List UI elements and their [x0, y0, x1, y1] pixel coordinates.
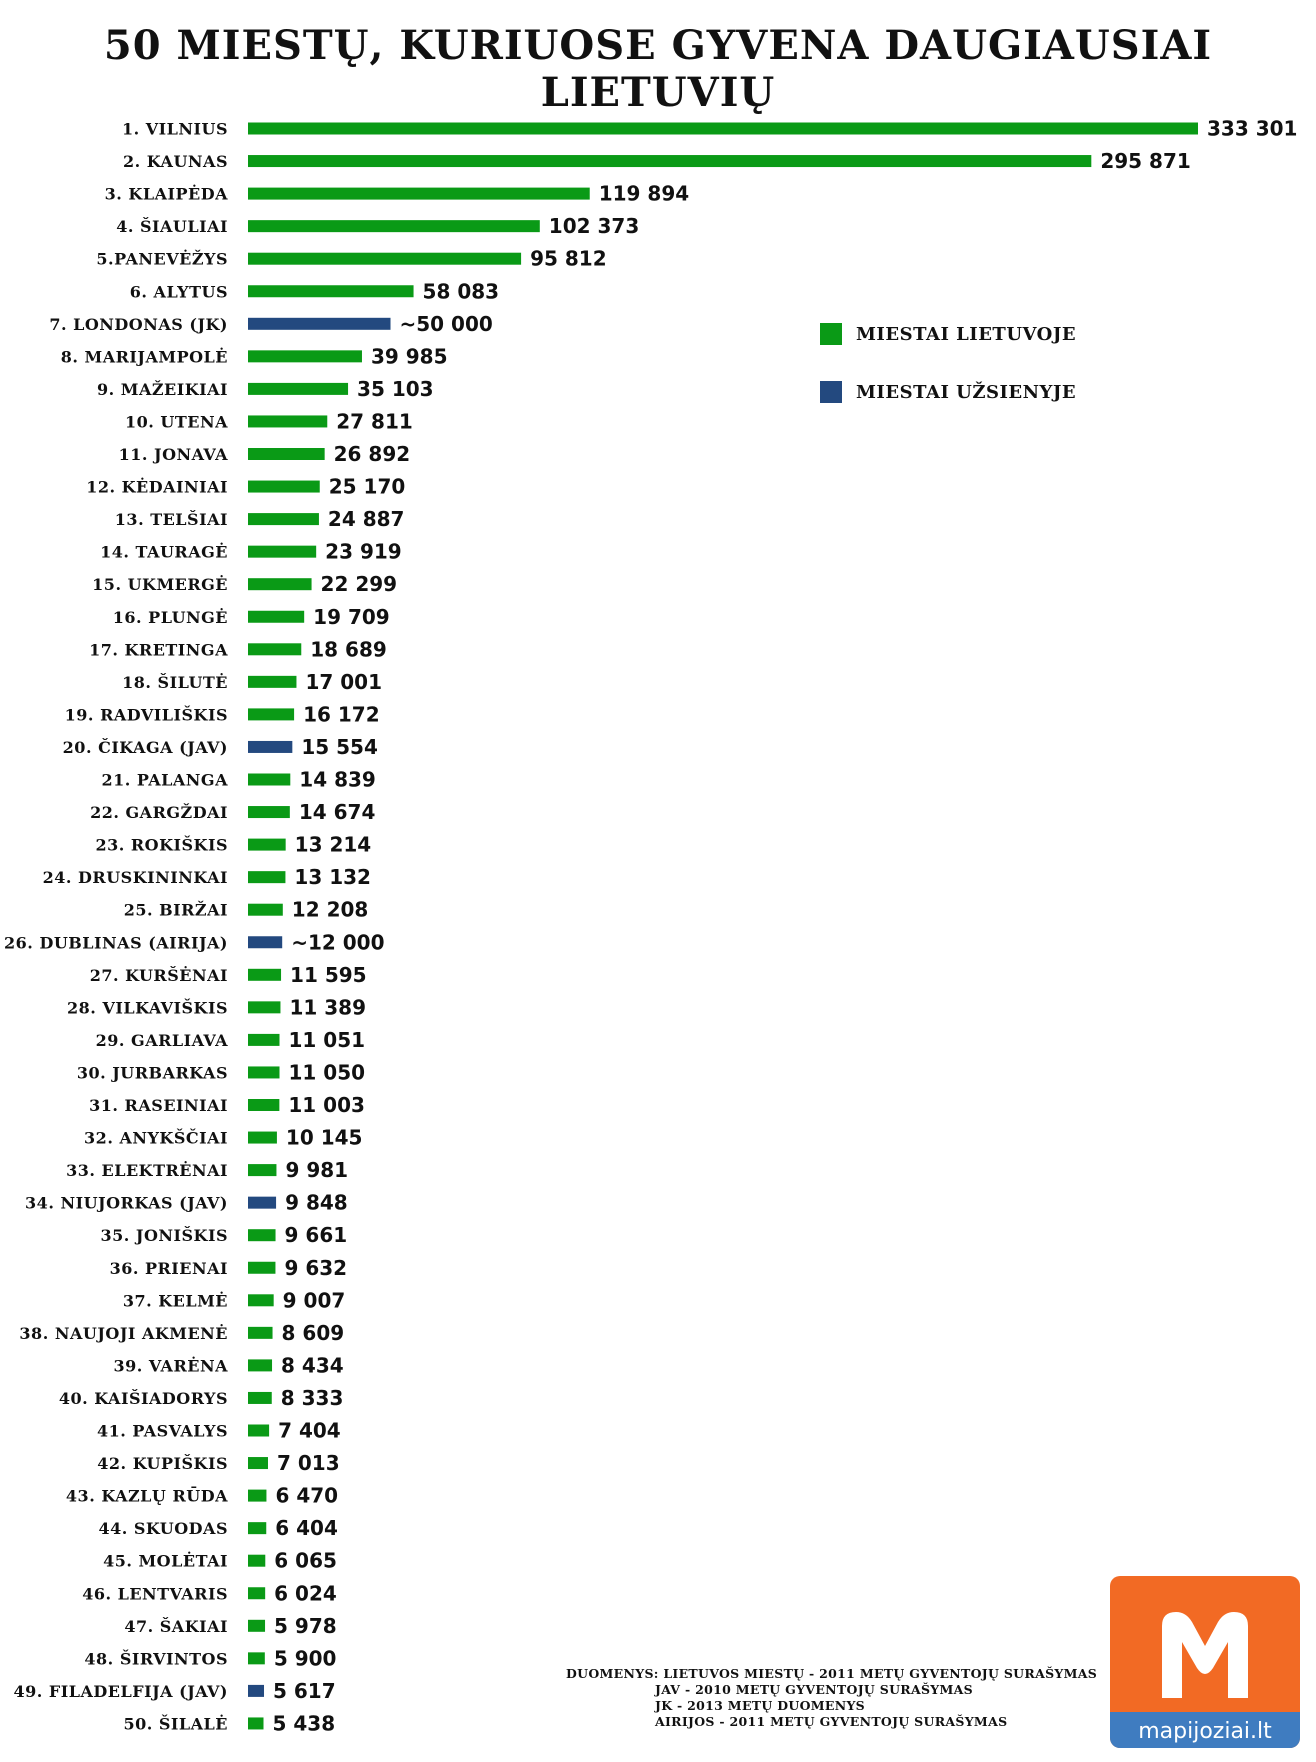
mapijoziai-logo[interactable] — [1110, 1576, 1300, 1748]
bar — [248, 188, 590, 200]
bar — [248, 285, 414, 297]
value-label: 6 065 — [274, 1548, 337, 1573]
bar — [248, 708, 294, 720]
category-label: 48. ŠIRVINTOS — [84, 1649, 228, 1669]
value-label: 17 001 — [305, 669, 383, 694]
category-label: 17. KRETINGA — [89, 640, 228, 660]
bar — [248, 676, 296, 688]
bar — [248, 155, 1091, 167]
value-label: 8 609 — [281, 1320, 345, 1345]
category-label: 7. LONDONAS (JK) — [49, 314, 228, 334]
source-line: JAV - 2010 METŲ GYVENTOJŲ SURAŠYMAS — [655, 1682, 973, 1697]
value-label: 15 554 — [301, 734, 378, 759]
bar — [248, 1620, 265, 1632]
category-label: 22. GARGŽDAI — [90, 803, 228, 823]
category-label: 36. PRIENAI — [109, 1258, 228, 1278]
bar — [248, 1522, 266, 1534]
value-label: 295 871 — [1100, 149, 1191, 174]
bar — [248, 1066, 279, 1078]
category-label: 43. KAZLŲ RŪDA — [65, 1486, 228, 1506]
category-label: 33. ELEKTRĖNAI — [66, 1161, 228, 1181]
category-label: 12. KĖDAINIAI — [86, 477, 228, 497]
value-label: 25 170 — [328, 474, 406, 499]
value-label: 95 812 — [530, 246, 607, 271]
value-label: 13 132 — [294, 865, 371, 890]
value-label: 11 050 — [288, 1060, 366, 1085]
bar — [248, 1034, 279, 1046]
category-label: 46. LENTVARIS — [82, 1584, 228, 1604]
bar — [248, 1164, 276, 1176]
value-label: 11 003 — [288, 1093, 365, 1117]
bar — [248, 1132, 277, 1144]
bar — [248, 1717, 263, 1729]
bar — [248, 448, 325, 460]
legend-swatch-lithuania — [820, 323, 842, 345]
value-label: 8 333 — [280, 1385, 344, 1410]
bar — [248, 839, 286, 851]
category-label: 14. TAURAGĖ — [100, 542, 228, 562]
bar — [248, 806, 290, 818]
category-label: 20. ČIKAGA (JAV) — [62, 737, 228, 757]
category-label: 47. ŠAKIAI — [124, 1616, 228, 1636]
value-label: 6 470 — [275, 1483, 339, 1508]
value-label: 16 172 — [303, 702, 380, 727]
category-label: 10. UTENA — [125, 412, 228, 432]
value-label: 27 811 — [336, 409, 413, 434]
category-label: 31. RASEINIAI — [89, 1096, 228, 1115]
category-label: 8. MARIJAMPOLĖ — [60, 347, 228, 367]
bar — [248, 1262, 275, 1274]
category-label: 11. JONAVA — [118, 445, 228, 464]
legend-item-abroad — [820, 380, 1076, 404]
legend-label-lithuania: MIESTAI LIETUVOJE — [856, 323, 1077, 345]
category-label: 9. MAŽEIKIAI — [96, 379, 228, 399]
legend-item-lithuania — [820, 322, 1076, 346]
category-label: 23. ROKIŠKIS — [95, 835, 228, 855]
value-label: 5 438 — [272, 1711, 336, 1736]
category-label: 38. NAUJOJI AKMENĖ — [19, 1323, 228, 1343]
category-label: 24. DRUSKININKAI — [42, 868, 228, 888]
value-label: 10 145 — [285, 1125, 363, 1150]
category-label: 50. ŠILALĖ — [123, 1714, 228, 1734]
value-label: 333 301 — [1207, 116, 1298, 141]
legend-label-abroad: MIESTAI UŽSIENYJE — [856, 381, 1077, 403]
value-label: 14 839 — [299, 767, 376, 792]
bar — [248, 546, 316, 558]
bar — [248, 1392, 272, 1404]
bar — [248, 481, 320, 493]
value-label: ~50 000 — [399, 311, 493, 336]
source-line: JK - 2013 METŲ DUOMENYS — [655, 1698, 866, 1713]
value-label: 13 214 — [294, 832, 372, 857]
value-label: 14 674 — [298, 800, 376, 825]
value-label: 22 299 — [320, 572, 398, 597]
category-label: 45. MOLĖTAI — [103, 1551, 228, 1571]
bar — [248, 871, 285, 883]
bar — [248, 774, 290, 786]
category-label: 28. VILKAVIŠKIS — [67, 998, 228, 1018]
logo-tile — [1110, 1576, 1300, 1748]
category-label: 2. KAUNAS — [123, 152, 228, 172]
bar — [248, 513, 319, 525]
category-label: 40. KAIŠIADORYS — [58, 1388, 228, 1408]
bar — [248, 1685, 264, 1697]
category-label: 32. ANYKŠČIAI — [84, 1128, 228, 1148]
value-label: 19 709 — [313, 604, 390, 629]
category-label: 49. FILADELFIJA (JAV) — [13, 1681, 228, 1701]
value-label: 9 661 — [284, 1223, 348, 1248]
value-label: 11 389 — [289, 995, 367, 1020]
bar — [248, 220, 540, 232]
bar — [248, 253, 521, 265]
bar — [248, 1197, 276, 1209]
bar — [248, 936, 282, 948]
category-label: 39. VARĖNA — [113, 1356, 228, 1376]
value-label: 26 892 — [333, 442, 411, 466]
value-label: 11 051 — [288, 1027, 366, 1052]
value-label: 119 894 — [598, 181, 690, 206]
value-label: 39 985 — [370, 344, 448, 369]
bar — [248, 1587, 265, 1599]
value-label: 5 617 — [273, 1678, 336, 1703]
value-label: 9 848 — [285, 1190, 348, 1215]
category-label: 27. KURŠĖNAI — [89, 965, 228, 985]
value-label: 9 007 — [282, 1288, 346, 1313]
bar — [248, 123, 1198, 135]
bar — [248, 350, 362, 362]
category-label: 30. JURBARKAS — [76, 1063, 228, 1083]
legend-swatch-abroad — [820, 381, 842, 403]
category-label: 44. SKUODAS — [98, 1519, 228, 1539]
bar — [248, 1099, 279, 1111]
bar — [248, 1652, 265, 1664]
category-label: 26. DUBLINAS (AIRIJA) — [4, 933, 228, 953]
value-label: 6 024 — [274, 1581, 337, 1606]
bar — [248, 383, 348, 395]
value-label: 12 208 — [291, 897, 369, 922]
value-label: 24 887 — [327, 507, 405, 532]
bar — [248, 1490, 266, 1502]
bar — [248, 969, 281, 981]
bar — [248, 1294, 274, 1306]
bar — [248, 611, 304, 623]
bar — [248, 1001, 280, 1013]
legend — [820, 322, 1076, 438]
bar — [248, 1457, 268, 1469]
category-label: 16. PLUNGĖ — [112, 607, 228, 627]
bar — [248, 1555, 265, 1567]
value-label: 6 404 — [275, 1516, 338, 1541]
bar — [248, 643, 301, 655]
category-label: 6. ALYTUS — [129, 282, 228, 302]
value-label: 18 689 — [310, 637, 387, 662]
value-label: 9 981 — [285, 1158, 349, 1183]
category-label: 25. BIRŽAI — [123, 900, 228, 920]
bar — [248, 415, 327, 427]
bar — [248, 1359, 272, 1371]
data-source-note — [566, 1666, 1097, 1730]
category-label: 15. UKMERGĖ — [92, 575, 228, 595]
category-label: 29. GARLIAVA — [95, 1030, 228, 1050]
bar — [248, 578, 312, 590]
category-label: 37. KELMĖ — [122, 1291, 228, 1311]
value-label: ~12 000 — [291, 930, 385, 955]
bar — [248, 1229, 276, 1241]
category-label: 19. RADVILIŠKIS — [64, 705, 228, 725]
category-label: 13. TELŠIAI — [114, 510, 228, 530]
category-label: 18. ŠILUTĖ — [122, 672, 228, 692]
value-label: 9 632 — [284, 1255, 348, 1280]
value-label: 5 900 — [273, 1646, 337, 1671]
category-label: 35. JONIŠKIS — [100, 1226, 228, 1246]
category-label: 21. PALANGA — [101, 770, 228, 790]
category-label: 3. KLAIPĖDA — [104, 184, 228, 204]
category-label: 1. VILNIUS — [121, 119, 228, 139]
value-label: 11 595 — [290, 962, 367, 987]
category-label: 5.PANEVĖŽYS — [96, 249, 228, 269]
value-label: 102 373 — [548, 214, 640, 239]
value-label: 7 013 — [276, 1451, 340, 1476]
bar — [248, 318, 391, 330]
bar — [248, 741, 292, 753]
value-label: 5 978 — [274, 1613, 337, 1638]
value-label: 8 434 — [281, 1353, 344, 1378]
logo-brand-text: mapijoziai.lt — [1138, 1719, 1272, 1744]
category-label: 41. PASVALYS — [96, 1421, 228, 1441]
source-line: AIRIJOS - 2011 METŲ GYVENTOJŲ SURAŠYMAS — [655, 1714, 1008, 1729]
bar — [248, 1425, 269, 1437]
value-label: 23 919 — [325, 539, 402, 564]
chart-title: 50 MIESTŲ, KURIUOSE GYVENA DAUGIAUSIAI LIETUVIŲ — [103, 22, 1213, 116]
category-label: 42. KUPIŠKIS — [97, 1454, 228, 1474]
bar — [248, 904, 283, 916]
category-label: 34. NIUJORKAS (JAV) — [25, 1193, 228, 1213]
value-label: 7 404 — [278, 1418, 341, 1443]
bar — [248, 1327, 273, 1339]
source-line: DUOMENYS: LIETUVOS MIESTŲ - 2011 METŲ GYVENTOJŲ SURAŠYMAS — [566, 1666, 1098, 1681]
value-label: 58 083 — [422, 279, 500, 304]
value-label: 35 103 — [357, 376, 434, 401]
category-label: 4. ŠIAULIAI — [116, 217, 228, 237]
